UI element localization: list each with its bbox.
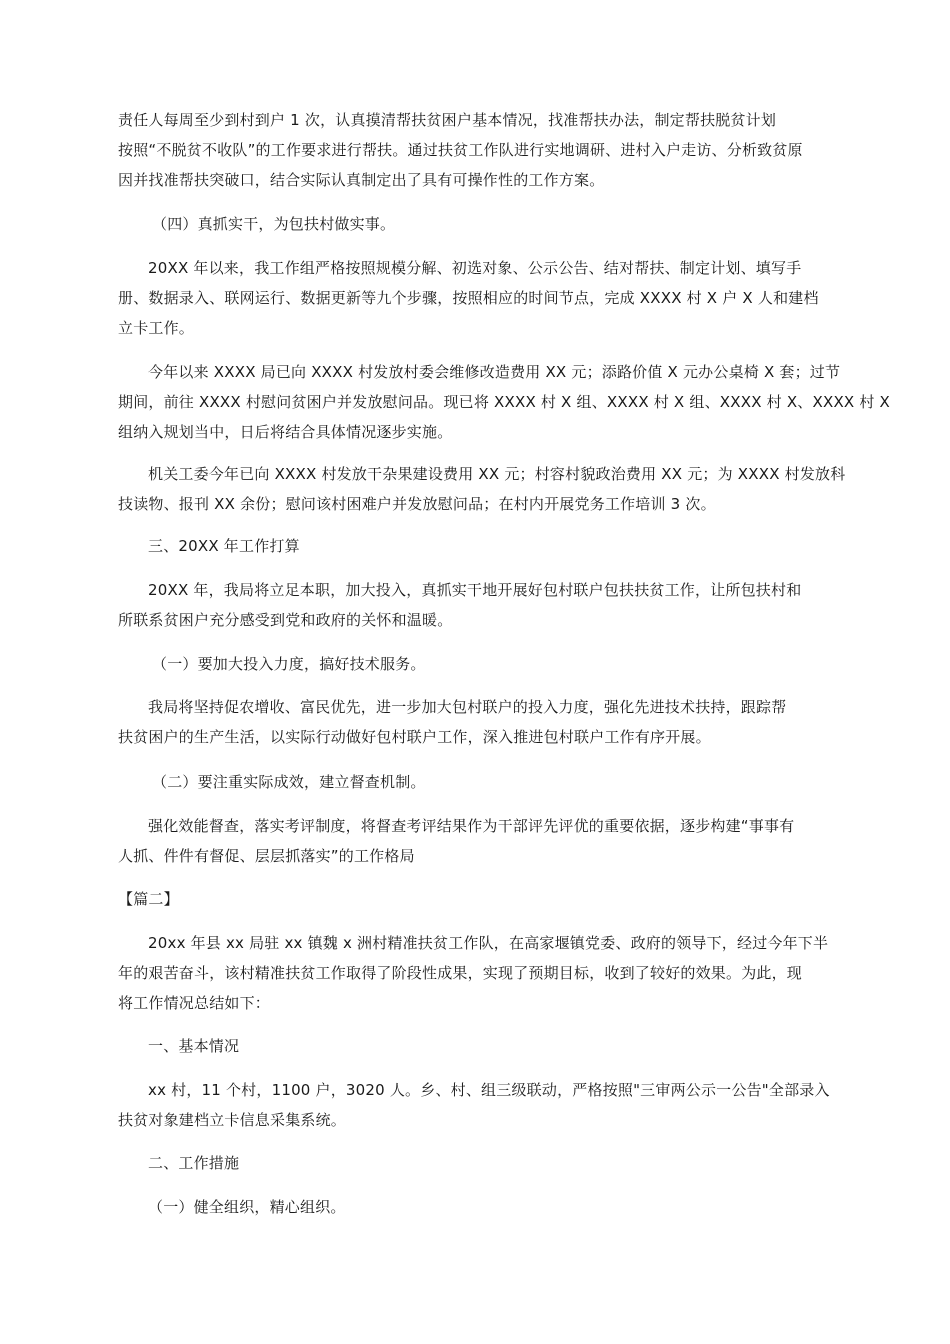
paragraph-line: 今年以来 XXXX 局已向 XXXX 村发放村委会维修改造费用 XX 元；添路价值 X 元办公桌椅 X 套；过节 <box>148 363 841 381</box>
paragraph-line: 人抓、件件有督促、层层抓落实”的工作格局 <box>118 847 415 865</box>
paragraph-line: 20XX 年，我局将立足本职，加大投入，真抓实干地开展好包村联户包扶扶贫工作，让所包扶村和 <box>148 581 802 599</box>
section-heading: （一）要加大投入力度，搞好技术服务。 <box>152 655 426 673</box>
part-title: 【篇二】 <box>118 890 179 908</box>
section-heading: （二）要注重实际成效，建立督查机制。 <box>152 773 426 791</box>
paragraph-line: 按照“不脱贫不收队”的工作要求进行帮扶。通过扶贫工作队进行实地调研、进村入户走访、分析致贫原 <box>118 141 803 159</box>
paragraph-line: 年的艰苦奋斗，该村精准扶贫工作取得了阶段性成果，实现了预期目标，收到了较好的效果。为此，现 <box>118 964 803 982</box>
paragraph-line: 20XX 年以来，我工作组严格按照规模分解、初选对象、公示公告、结对帮扶、制定计划、填写手 <box>148 259 802 277</box>
paragraph-line: 期间，前往 XXXX 村慰问贫困户并发放慰问品。现已将 XXXX 村 X 组、XXXX 村 X 组、XXXX 村 X、XXXX 村 X <box>118 393 891 411</box>
paragraph-line: 所联系贫困户充分感受到党和政府的关怀和温暖。 <box>118 611 453 629</box>
section-heading: 三、20XX 年工作打算 <box>148 537 300 555</box>
section-heading: 一、基本情况 <box>148 1037 240 1055</box>
section-heading: （一）健全组织，精心组织。 <box>148 1198 346 1216</box>
paragraph-line: 因并找准帮扶突破口，结合实际认真制定出了具有可操作性的工作方案。 <box>118 171 605 189</box>
paragraph-line: 20xx 年县 xx 局驻 xx 镇魏 x 洲村精准扶贫工作队，在高家堰镇党委、政府的领导下，经过今年下半 <box>148 934 829 952</box>
paragraph-line: xx 村，11 个村，1100 户，3020 人。乡、村、组三级联动，严格按照"三审两公示一公告"全部录入 <box>148 1081 830 1099</box>
paragraph-line: 扶贫困户的生产生活，以实际行动做好包村联户工作，深入推进包村联户工作有序开展。 <box>118 728 711 746</box>
paragraph-line: 我局将坚持促农增收、富民优先，进一步加大包村联户的投入力度，强化先进技术扶持，跟踪帮 <box>148 698 787 716</box>
paragraph-line: 机关工委今年已向 XXXX 村发放干杂果建设费用 XX 元；村容村貌政治费用 XX 元；为 XXXX 村发放科 <box>148 465 846 483</box>
paragraph-line: 将工作情况总结如下： <box>118 994 271 1012</box>
paragraph-line: 技读物、报刊 XX 余份；慰问该村困难户并发放慰问品；在村内开展党务工作培训 3 次。 <box>118 495 716 513</box>
paragraph-line: 强化效能督查，落实考评制度，将督查考评结果作为干部评先评优的重要依据，逐步构建“事事有 <box>148 817 795 835</box>
section-heading: 二、工作措施 <box>148 1154 240 1172</box>
paragraph-line: 扶贫对象建档立卡信息采集系统。 <box>118 1111 347 1129</box>
section-heading: （四）真抓实干，为包扶村做实事。 <box>152 215 396 233</box>
paragraph-line: 组纳入规划当中，日后将结合具体情况逐步实施。 <box>118 423 453 441</box>
paragraph-line: 责任人每周至少到村到户 1 次，认真摸清帮扶贫困户基本情况，找准帮扶办法，制定帮扶脱贫计划 <box>118 111 777 129</box>
paragraph-line: 立卡工作。 <box>118 319 195 337</box>
paragraph-line: 册、数据录入、联网运行、数据更新等九个步骤，按照相应的时间节点，完成 XXXX 村 X 户 X 人和建档 <box>118 289 819 307</box>
